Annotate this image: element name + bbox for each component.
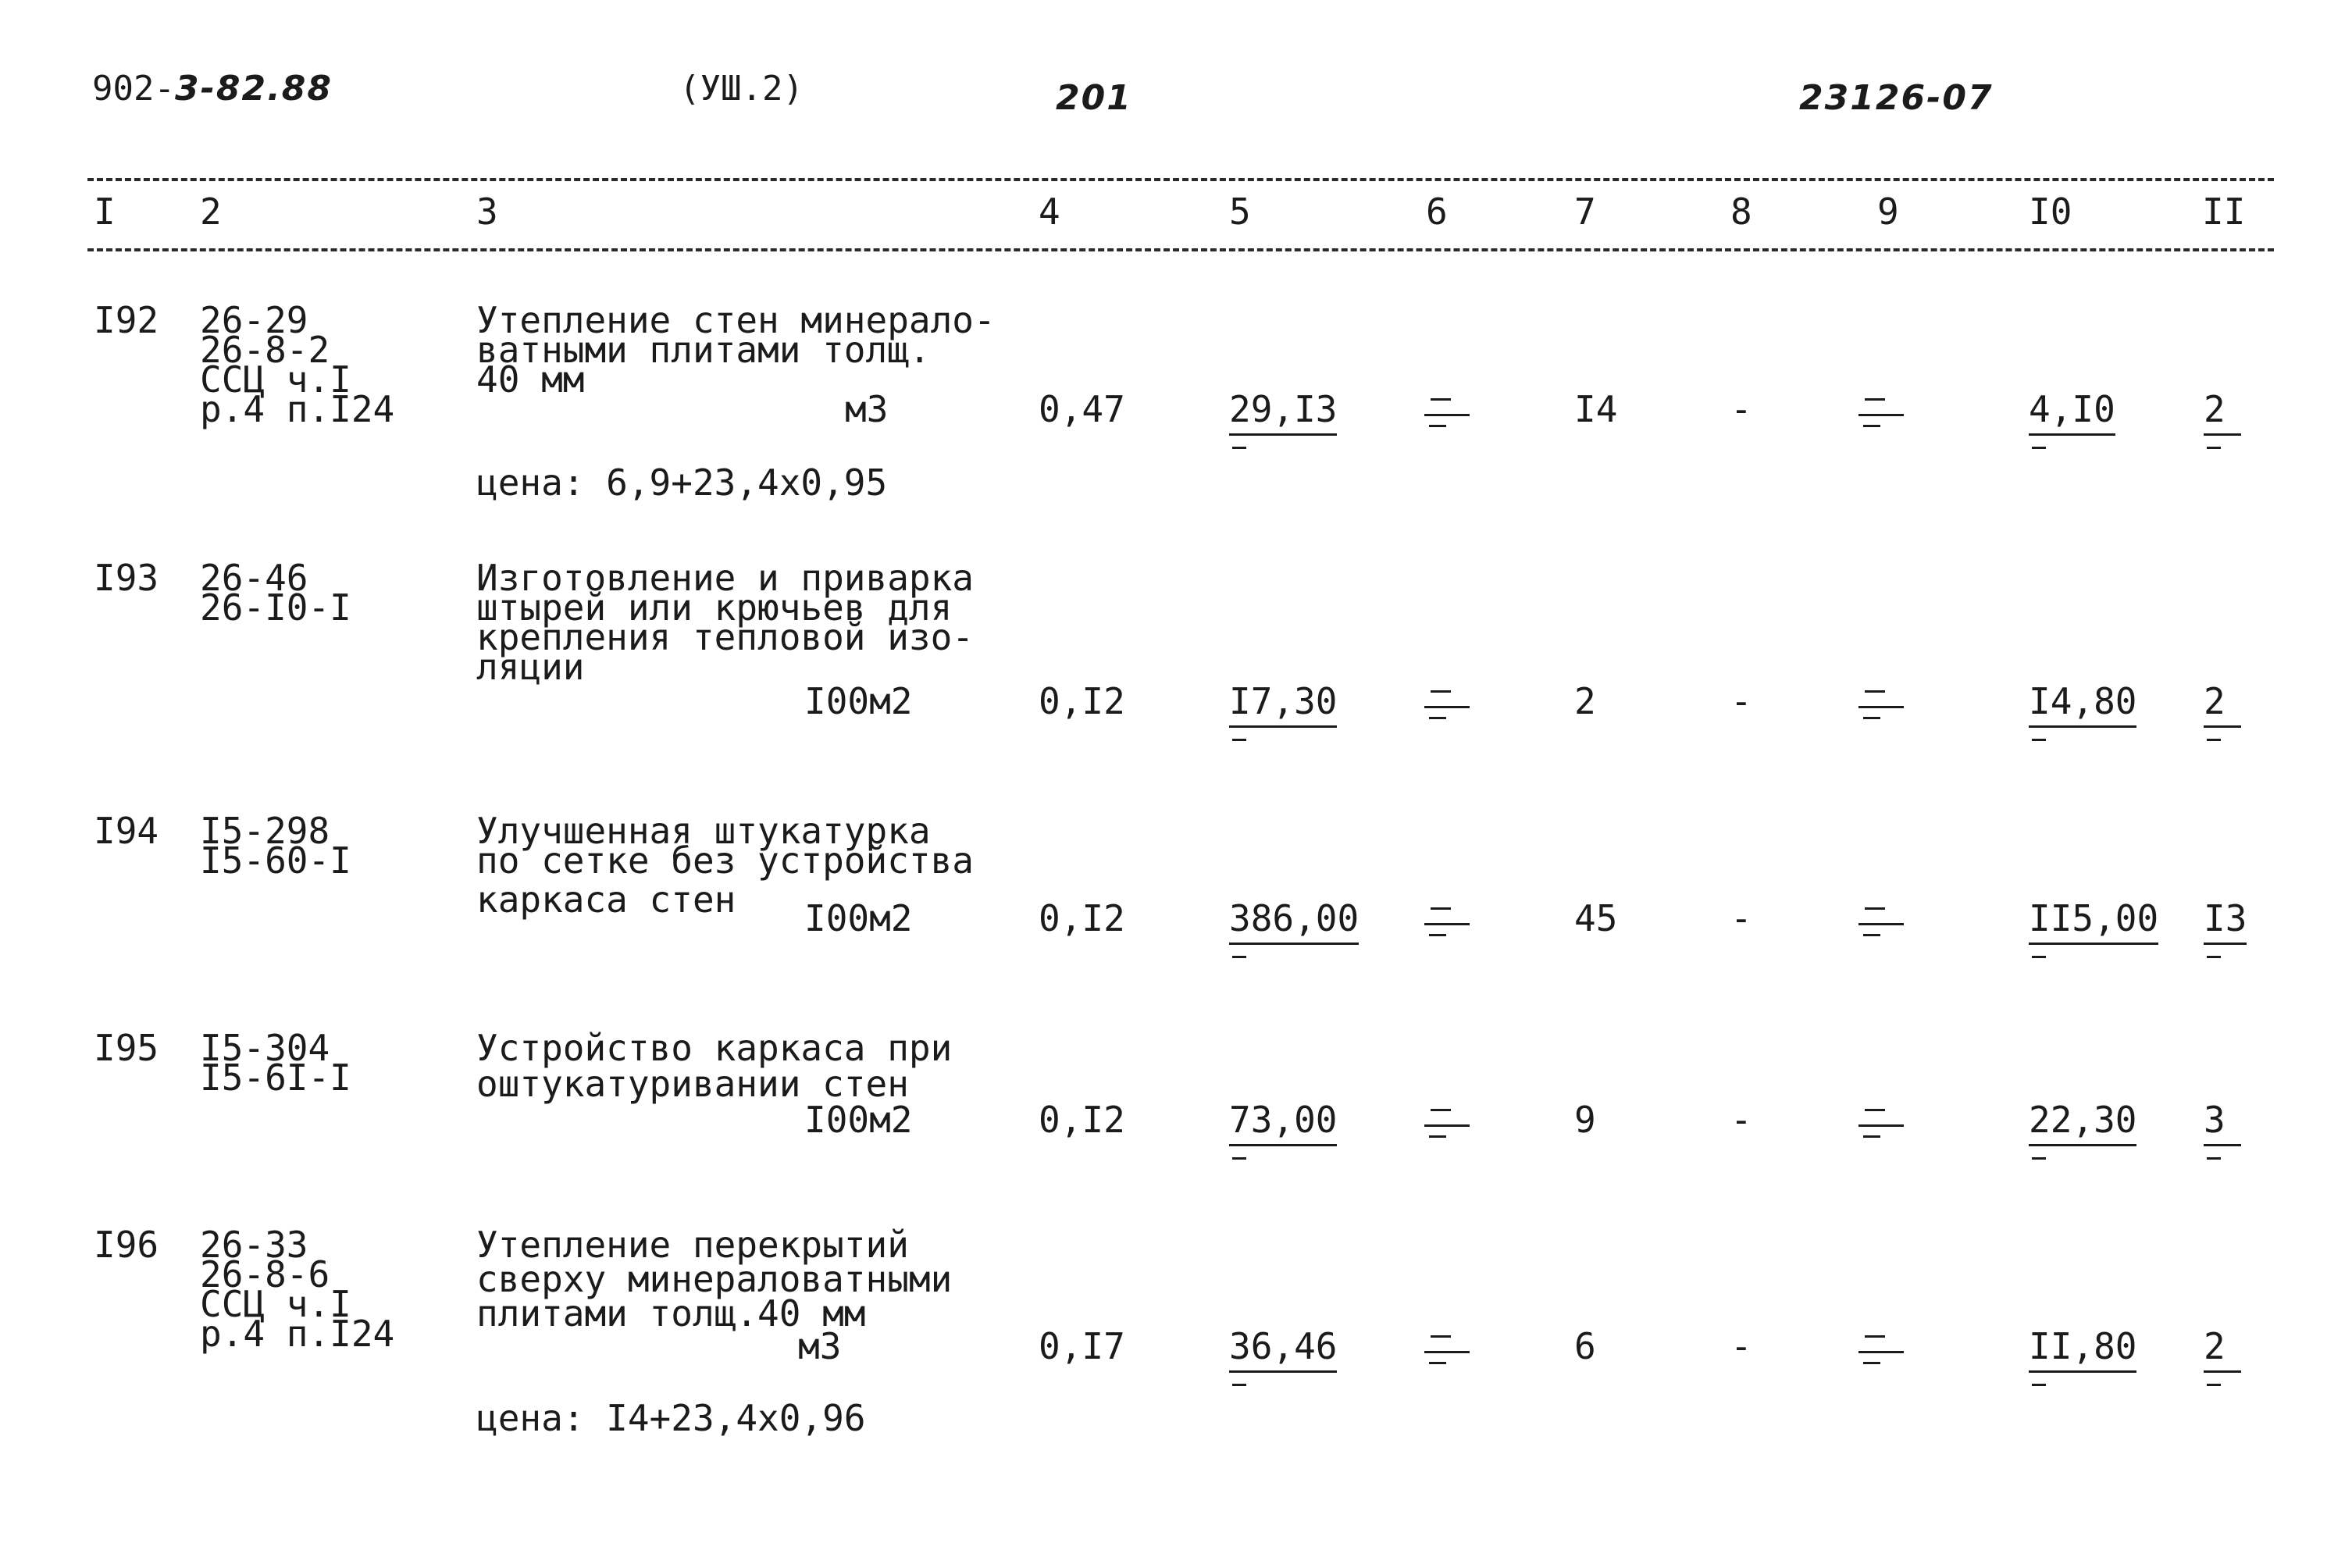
registration-number: 23126-07 xyxy=(1799,78,1994,118)
row-unit: I00м2 xyxy=(804,1099,913,1141)
col-number-4: 4 xyxy=(1039,191,1060,233)
row-unit: I00м2 xyxy=(804,897,913,939)
row-col8: - xyxy=(1730,897,1752,939)
col-number-8: 8 xyxy=(1730,191,1752,233)
row-col10-value: II,80 xyxy=(2029,1327,2136,1373)
row-col7: 9 xyxy=(1574,1099,1596,1141)
row-code: I5-304 xyxy=(200,1027,330,1069)
row-description: Утепление стен минерало- xyxy=(476,299,996,341)
row-unit-price-value: 29,I3 xyxy=(1229,390,1337,436)
dash-mark xyxy=(1429,934,1446,936)
row-description: оштукатуривании стен xyxy=(476,1063,909,1105)
col-number-2: 2 xyxy=(200,191,222,233)
row-description: крепления тепловой изо- xyxy=(476,616,974,658)
row-col10 xyxy=(2029,1327,2136,1373)
col-number-11: II xyxy=(2202,191,2246,233)
dash-mark xyxy=(1863,1362,1880,1364)
col-number-1: I xyxy=(94,191,116,233)
row-col7: I4 xyxy=(1574,388,1618,430)
row-description: Изготовление и приварка xyxy=(476,557,974,599)
row-col6 xyxy=(1424,1101,1479,1148)
row-col8: - xyxy=(1730,1099,1752,1141)
row-price-note: цена: 6,9+23,4x0,95 xyxy=(476,461,888,504)
row-col8: - xyxy=(1730,680,1752,722)
row-description: Улучшенная штукатурка xyxy=(476,810,931,852)
row-col9-mark xyxy=(1858,390,1904,422)
row-col6-mark xyxy=(1424,1101,1470,1132)
row-col10-value: II5,00 xyxy=(2029,900,2158,945)
row-col11 xyxy=(2204,1327,2241,1373)
dash-mark xyxy=(1863,934,1880,936)
row-number: I93 xyxy=(94,557,159,599)
row-description: штырей или крючьев для xyxy=(476,586,953,629)
row-code: I5-298 xyxy=(200,810,330,852)
row-col9-mark xyxy=(1858,682,1904,714)
dash-mark xyxy=(1863,1135,1880,1138)
row-description: Устройство каркаса при xyxy=(476,1027,953,1069)
row-col7: 45 xyxy=(1574,897,1618,939)
dash-mark xyxy=(1429,1135,1446,1138)
row-col11 xyxy=(2204,390,2241,436)
row-col11-value: I3 xyxy=(2204,900,2247,945)
row-unit-price-value: I7,30 xyxy=(1229,682,1337,728)
row-number: I96 xyxy=(94,1224,159,1266)
row-unit-price-value: 36,46 xyxy=(1229,1327,1337,1373)
row-col6-mark xyxy=(1424,390,1470,422)
row-col6-mark xyxy=(1424,1327,1470,1359)
row-col6 xyxy=(1424,1327,1479,1374)
doc-number-suffix: 3-82.88 xyxy=(174,69,333,109)
row-col10 xyxy=(2029,897,2159,945)
row-col10 xyxy=(2029,390,2115,436)
row-description: 40 мм xyxy=(476,358,585,401)
row-col11-value: 3 xyxy=(2204,1101,2241,1146)
row-unit: м3 xyxy=(845,388,889,430)
row-number: I94 xyxy=(94,810,159,852)
col-number-3: 3 xyxy=(476,191,498,233)
row-col9-mark xyxy=(1858,1327,1904,1359)
row-col6-mark xyxy=(1424,900,1470,931)
doc-number-prefix: 902- xyxy=(92,69,175,109)
row-code: 26-8-6 xyxy=(200,1253,330,1295)
dash-mark xyxy=(1863,717,1880,719)
header-rule-bottom xyxy=(87,248,2274,251)
row-code: р.4 п.I24 xyxy=(200,388,395,430)
row-description: каркаса стен xyxy=(476,878,736,921)
col-number-9: 9 xyxy=(1877,191,1899,233)
row-col9 xyxy=(1858,390,1913,437)
page-number: 201 xyxy=(1056,78,1132,118)
row-code: ССЦ ч.I xyxy=(200,358,351,401)
col-number-7: 7 xyxy=(1574,191,1596,233)
row-col11 xyxy=(2204,1101,2241,1146)
row-col10-value: 22,30 xyxy=(2029,1101,2136,1146)
row-code: 26-29 xyxy=(200,299,308,341)
row-description: по сетке без устройства xyxy=(476,839,974,882)
row-code: 26-8-2 xyxy=(200,329,330,371)
row-col11-value: 2 xyxy=(2204,1327,2241,1373)
dash-mark xyxy=(1429,717,1446,719)
row-col9-mark xyxy=(1858,900,1904,931)
row-code: I5-6I-I xyxy=(200,1057,351,1099)
row-description: ляции xyxy=(476,646,585,688)
row-unit-price-value: 73,00 xyxy=(1229,1101,1337,1146)
row-col9 xyxy=(1858,900,1913,946)
row-code: 26-I0-I xyxy=(200,586,351,629)
dash-mark xyxy=(1863,425,1880,427)
row-col10-value: 4,I0 xyxy=(2029,390,2115,436)
row-unit-price xyxy=(1229,390,1337,436)
row-code: I5-60-I xyxy=(200,839,351,882)
row-code: 26-33 xyxy=(200,1224,308,1266)
row-quantity: 0,I2 xyxy=(1039,680,1125,722)
doc-number xyxy=(92,69,333,109)
row-quantity: 0,47 xyxy=(1039,388,1125,430)
row-col6 xyxy=(1424,390,1479,437)
row-unit-price xyxy=(1229,897,1360,945)
row-price-note: цена: I4+23,4x0,96 xyxy=(476,1397,866,1439)
row-col8: - xyxy=(1730,388,1752,430)
row-description: сверху минераловатными xyxy=(476,1258,953,1300)
row-quantity: 0,I7 xyxy=(1039,1325,1125,1367)
dash-mark xyxy=(1429,1362,1446,1364)
row-col6 xyxy=(1424,900,1479,946)
row-col6 xyxy=(1424,682,1479,729)
row-description: ватными плитами толщ. xyxy=(476,329,931,371)
section-label: (УШ.2) xyxy=(679,69,804,109)
row-number: I95 xyxy=(94,1027,159,1069)
row-col11 xyxy=(2204,897,2247,945)
row-description: плитами толщ.40 мм xyxy=(476,1292,866,1335)
col-number-5: 5 xyxy=(1229,191,1251,233)
col-number-6: 6 xyxy=(1426,191,1448,233)
row-unit-price xyxy=(1229,682,1337,728)
row-col11-value: 2 xyxy=(2204,390,2241,436)
row-col10-value: I4,80 xyxy=(2029,682,2136,728)
row-col10 xyxy=(2029,682,2136,728)
row-unit-price xyxy=(1229,1101,1337,1146)
row-col11-value: 2 xyxy=(2204,682,2241,728)
row-col9 xyxy=(1858,1101,1913,1148)
row-code: ССЦ ч.I xyxy=(200,1283,351,1325)
header-rule-top xyxy=(87,178,2274,181)
row-quantity: 0,I2 xyxy=(1039,1099,1125,1141)
col-number-10: I0 xyxy=(2029,191,2072,233)
row-description: Утепление перекрытий xyxy=(476,1224,909,1266)
row-col9 xyxy=(1858,1327,1913,1374)
dash-mark xyxy=(1429,425,1446,427)
row-col11 xyxy=(2204,682,2241,728)
row-unit-price-value: 386,00 xyxy=(1229,900,1359,945)
row-number: I92 xyxy=(94,299,159,341)
row-code: р.4 п.I24 xyxy=(200,1313,395,1355)
row-col9 xyxy=(1858,682,1913,729)
row-col7: 2 xyxy=(1574,680,1596,722)
row-col7: 6 xyxy=(1574,1325,1596,1367)
row-col10 xyxy=(2029,1101,2136,1146)
row-col8: - xyxy=(1730,1325,1752,1367)
row-col6-mark xyxy=(1424,682,1470,714)
row-unit: м3 xyxy=(798,1325,842,1367)
row-col9-mark xyxy=(1858,1101,1904,1132)
row-unit: I00м2 xyxy=(804,680,913,722)
row-code: 26-46 xyxy=(200,557,308,599)
row-quantity: 0,I2 xyxy=(1039,897,1125,939)
row-unit-price xyxy=(1229,1327,1337,1373)
